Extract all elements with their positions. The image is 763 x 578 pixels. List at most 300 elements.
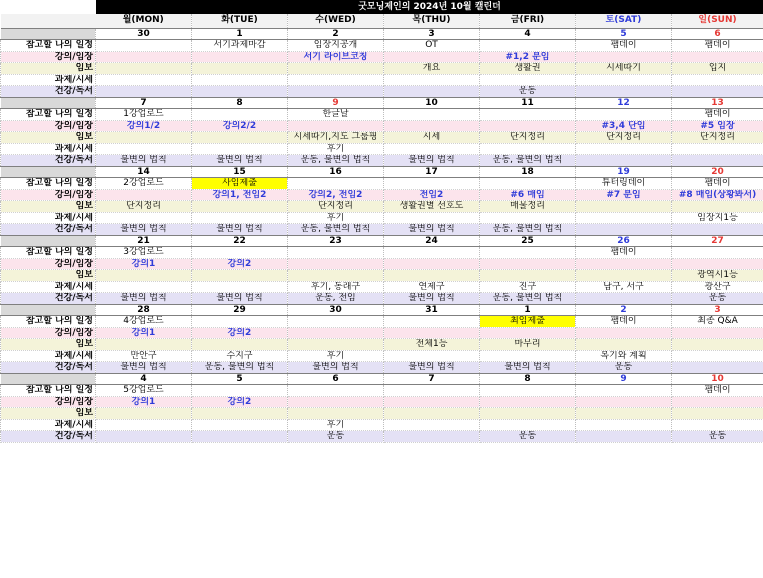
schedule-cell: 단지정리 — [96, 201, 192, 213]
schedule-row — [1, 86, 763, 98]
schedule-cell: 후기 — [288, 350, 384, 362]
schedule-cell — [576, 224, 672, 236]
schedule-row — [1, 281, 763, 293]
row-label: 참고할 나의 일정 — [1, 109, 96, 121]
schedule-row — [1, 350, 763, 362]
schedule-cell — [288, 86, 384, 98]
schedule-cell: 3강업로드 — [96, 247, 192, 259]
schedule-cell: 강의1 — [96, 396, 192, 408]
schedule-cell: #6 매임 — [480, 189, 576, 201]
schedule-cell: 서기과제마감 — [192, 40, 288, 52]
row-label: 과제/시세 — [1, 350, 96, 362]
week-date-label — [1, 304, 96, 316]
schedule-cell: 마무리 — [480, 339, 576, 351]
schedule-cell: #3,4 단임 — [576, 120, 672, 132]
schedule-cell: 한글날 — [288, 109, 384, 121]
date-cell: 3 — [672, 304, 763, 316]
schedule-cell: 임장지공개 — [288, 40, 384, 52]
row-label: 참고할 나의 일정 — [1, 178, 96, 190]
schedule-cell — [288, 270, 384, 282]
schedule-row — [1, 293, 763, 305]
schedule-row — [1, 258, 763, 270]
row-label: 강의/임장 — [1, 189, 96, 201]
row-label: 임보 — [1, 408, 96, 420]
schedule-cell — [288, 327, 384, 339]
week-date-row — [1, 235, 763, 247]
schedule-cell — [480, 385, 576, 397]
date-cell: 1 — [192, 28, 288, 40]
schedule-cell: 시세 — [384, 132, 480, 144]
schedule-row — [1, 316, 763, 328]
schedule-cell — [384, 350, 480, 362]
date-cell: 14 — [96, 166, 192, 178]
schedule-cell — [576, 270, 672, 282]
date-cell: 13 — [672, 97, 763, 109]
schedule-cell: 최종 Q&A — [672, 316, 763, 328]
schedule-cell — [384, 74, 480, 86]
weekday-header-wed: 수(WED) — [288, 14, 384, 28]
schedule-cell — [576, 293, 672, 305]
schedule-row — [1, 327, 763, 339]
schedule-cell: 생활권 — [480, 63, 576, 75]
schedule-cell — [672, 86, 763, 98]
date-cell: 4 — [96, 373, 192, 385]
schedule-cell — [192, 74, 288, 86]
date-cell: 2 — [288, 28, 384, 40]
schedule-cell — [672, 51, 763, 63]
schedule-cell: 운동 — [672, 293, 763, 305]
schedule-cell — [96, 431, 192, 443]
schedule-cell: 시세따기,지도 그룹핑 — [288, 132, 384, 144]
schedule-cell: 서기 라이브코칭 — [288, 51, 384, 63]
date-cell: 4 — [480, 28, 576, 40]
schedule-cell — [480, 270, 576, 282]
row-label: 임보 — [1, 132, 96, 144]
schedule-cell — [576, 51, 672, 63]
schedule-cell — [96, 270, 192, 282]
schedule-cell: #7 분임 — [576, 189, 672, 201]
schedule-cell — [96, 74, 192, 86]
date-cell: 2 — [576, 304, 672, 316]
schedule-cell — [192, 247, 288, 259]
schedule-cell — [480, 396, 576, 408]
schedule-cell — [96, 132, 192, 144]
schedule-cell — [384, 327, 480, 339]
date-cell: 27 — [672, 235, 763, 247]
schedule-cell: 단지정리 — [480, 132, 576, 144]
row-label: 임보 — [1, 63, 96, 75]
date-cell: 1 — [480, 304, 576, 316]
schedule-cell: 후기 — [288, 143, 384, 155]
schedule-cell — [96, 339, 192, 351]
weekday-header-sat: 토(SAT) — [576, 14, 672, 28]
schedule-cell: 불변의 법칙 — [192, 293, 288, 305]
date-cell: 6 — [288, 373, 384, 385]
date-cell: 9 — [576, 373, 672, 385]
row-label: 강의/임장 — [1, 51, 96, 63]
row-label: 건강/독서 — [1, 86, 96, 98]
schedule-cell: 복기와 계획 — [576, 350, 672, 362]
schedule-cell: 5강업로드 — [96, 385, 192, 397]
schedule-row — [1, 408, 763, 420]
schedule-cell — [576, 212, 672, 224]
schedule-cell — [480, 109, 576, 121]
schedule-cell: 시세따기 — [576, 63, 672, 75]
schedule-cell: 운동 — [576, 362, 672, 374]
date-cell: 7 — [96, 97, 192, 109]
schedule-cell — [480, 327, 576, 339]
schedule-cell: 진구 — [480, 281, 576, 293]
schedule-cell — [384, 212, 480, 224]
schedule-cell — [576, 143, 672, 155]
weekday-header-mon: 월(MON) — [96, 14, 192, 28]
date-cell: 17 — [384, 166, 480, 178]
schedule-cell: 강의2, 전임2 — [288, 189, 384, 201]
schedule-cell: 전임2 — [384, 189, 480, 201]
schedule-cell: 전체1등 — [384, 339, 480, 351]
schedule-cell: 운동 — [288, 431, 384, 443]
date-cell: 20 — [672, 166, 763, 178]
date-cell: 5 — [192, 373, 288, 385]
week-date-label — [1, 97, 96, 109]
schedule-cell — [480, 419, 576, 431]
schedule-cell: 단지정리 — [672, 132, 763, 144]
schedule-cell: 운동, 불변의 법칙 — [288, 155, 384, 167]
schedule-cell: 운동 — [480, 431, 576, 443]
schedule-cell — [480, 247, 576, 259]
schedule-cell — [384, 86, 480, 98]
schedule-cell — [192, 86, 288, 98]
row-label: 건강/독서 — [1, 155, 96, 167]
schedule-cell — [576, 201, 672, 213]
schedule-cell — [192, 51, 288, 63]
schedule-row — [1, 362, 763, 374]
calendar-body — [1, 0, 763, 442]
schedule-cell — [576, 258, 672, 270]
schedule-cell — [576, 109, 672, 121]
schedule-cell: 1강업로드 — [96, 109, 192, 121]
schedule-cell — [288, 258, 384, 270]
schedule-cell: 강의1/2 — [96, 120, 192, 132]
week-date-label — [1, 28, 96, 40]
schedule-cell: 2강업로드 — [96, 178, 192, 190]
schedule-cell: 강의1 — [96, 327, 192, 339]
date-cell: 21 — [96, 235, 192, 247]
schedule-cell — [384, 270, 480, 282]
schedule-cell — [192, 63, 288, 75]
schedule-cell — [480, 350, 576, 362]
schedule-row — [1, 385, 763, 397]
schedule-cell: 운동, 불변의 법칙 — [288, 224, 384, 236]
schedule-cell: 운동, 불변의 법칙 — [480, 293, 576, 305]
schedule-cell — [96, 143, 192, 155]
date-cell: 19 — [576, 166, 672, 178]
schedule-cell — [288, 396, 384, 408]
row-label: 건강/독서 — [1, 293, 96, 305]
week-date-label — [1, 235, 96, 247]
schedule-row — [1, 74, 763, 86]
schedule-cell — [192, 419, 288, 431]
schedule-cell: 단지정리 — [288, 201, 384, 213]
schedule-cell — [672, 419, 763, 431]
week-date-row — [1, 304, 763, 316]
schedule-cell: 불변의 법칙 — [480, 362, 576, 374]
schedule-cell: 팸데이 — [576, 247, 672, 259]
schedule-cell — [384, 178, 480, 190]
schedule-cell — [384, 316, 480, 328]
schedule-cell — [672, 247, 763, 259]
schedule-cell — [192, 201, 288, 213]
row-label: 강의/임장 — [1, 120, 96, 132]
schedule-cell: 팸데이 — [672, 109, 763, 121]
schedule-cell — [96, 40, 192, 52]
schedule-cell: 팸데이 — [672, 385, 763, 397]
date-cell: 18 — [480, 166, 576, 178]
schedule-cell — [576, 74, 672, 86]
schedule-cell: #8 매임(상황봐서) — [672, 189, 763, 201]
schedule-cell — [384, 408, 480, 420]
date-cell: 10 — [672, 373, 763, 385]
schedule-cell — [672, 327, 763, 339]
row-label: 참고할 나의 일정 — [1, 385, 96, 397]
schedule-cell — [96, 419, 192, 431]
row-label: 강의/임장 — [1, 396, 96, 408]
date-cell: 15 — [192, 166, 288, 178]
schedule-row — [1, 270, 763, 282]
date-cell: 31 — [384, 304, 480, 316]
row-label: 건강/독서 — [1, 224, 96, 236]
schedule-cell — [384, 143, 480, 155]
date-cell: 8 — [192, 97, 288, 109]
row-label: 참고할 나의 일정 — [1, 316, 96, 328]
schedule-cell: 강의2/2 — [192, 120, 288, 132]
schedule-cell: 개요 — [384, 63, 480, 75]
schedule-cell — [96, 408, 192, 420]
schedule-cell — [288, 178, 384, 190]
row-label: 건강/독서 — [1, 362, 96, 374]
row-label: 과제/시세 — [1, 143, 96, 155]
date-cell: 9 — [288, 97, 384, 109]
row-label: 과제/시세 — [1, 74, 96, 86]
schedule-cell: 불변의 법칙 — [96, 224, 192, 236]
schedule-cell: 광산구 — [672, 281, 763, 293]
schedule-cell — [480, 408, 576, 420]
date-cell: 22 — [192, 235, 288, 247]
schedule-cell: 남구, 서구 — [576, 281, 672, 293]
schedule-cell: 팸데이 — [672, 40, 763, 52]
schedule-cell: 운동, 불변의 법칙 — [192, 362, 288, 374]
schedule-cell: 운동, 불변의 법칙 — [480, 224, 576, 236]
schedule-cell — [288, 247, 384, 259]
week-date-label — [1, 166, 96, 178]
schedule-cell — [384, 396, 480, 408]
row-label: 과제/시세 — [1, 281, 96, 293]
schedule-cell — [288, 385, 384, 397]
schedule-cell — [192, 281, 288, 293]
schedule-cell — [672, 396, 763, 408]
schedule-cell: 사임제출 — [192, 178, 288, 190]
schedule-cell: 강의2 — [192, 396, 288, 408]
schedule-cell — [576, 431, 672, 443]
row-label: 임보 — [1, 201, 96, 213]
schedule-cell: 불변의 법칙 — [384, 155, 480, 167]
schedule-cell: 연제구 — [384, 281, 480, 293]
schedule-cell — [672, 143, 763, 155]
date-cell: 24 — [384, 235, 480, 247]
schedule-cell — [480, 120, 576, 132]
schedule-cell: 불변의 법칙 — [96, 362, 192, 374]
schedule-cell — [576, 86, 672, 98]
schedule-cell — [192, 385, 288, 397]
schedule-cell: 최임제출 — [480, 316, 576, 328]
schedule-cell — [480, 40, 576, 52]
schedule-cell — [96, 212, 192, 224]
schedule-row — [1, 224, 763, 236]
schedule-cell: 생활권별 선호도 — [384, 201, 480, 213]
schedule-cell — [192, 270, 288, 282]
schedule-cell: 강의1 — [96, 258, 192, 270]
schedule-cell: 불변의 법칙 — [384, 362, 480, 374]
schedule-cell — [288, 339, 384, 351]
date-cell: 30 — [288, 304, 384, 316]
schedule-cell — [384, 109, 480, 121]
schedule-cell: 강의1, 전임2 — [192, 189, 288, 201]
row-label: 임보 — [1, 339, 96, 351]
schedule-cell — [384, 247, 480, 259]
schedule-cell — [576, 396, 672, 408]
schedule-row — [1, 143, 763, 155]
schedule-cell — [192, 109, 288, 121]
schedule-cell — [480, 74, 576, 86]
schedule-cell — [192, 408, 288, 420]
schedule-cell: #5 임장 — [672, 120, 763, 132]
schedule-cell — [672, 339, 763, 351]
schedule-cell — [192, 316, 288, 328]
schedule-cell: 광역시1등 — [672, 270, 763, 282]
schedule-cell: 매물정리 — [480, 201, 576, 213]
schedule-row — [1, 247, 763, 259]
schedule-cell — [288, 408, 384, 420]
schedule-cell: 운동, 전임 — [288, 293, 384, 305]
schedule-cell — [672, 362, 763, 374]
schedule-cell: 만안구 — [96, 350, 192, 362]
row-label: 과제/시세 — [1, 419, 96, 431]
schedule-cell — [672, 350, 763, 362]
schedule-cell: 강의2 — [192, 258, 288, 270]
week-date-row — [1, 97, 763, 109]
date-cell: 8 — [480, 373, 576, 385]
schedule-cell — [384, 120, 480, 132]
date-cell: 26 — [576, 235, 672, 247]
date-cell: 5 — [576, 28, 672, 40]
date-cell: 25 — [480, 235, 576, 247]
schedule-row — [1, 396, 763, 408]
schedule-cell — [192, 143, 288, 155]
schedule-row — [1, 51, 763, 63]
schedule-cell — [672, 155, 763, 167]
schedule-cell: OT — [384, 40, 480, 52]
schedule-cell: 입지 — [672, 63, 763, 75]
schedule-cell — [480, 178, 576, 190]
week-date-label — [1, 373, 96, 385]
date-cell: 28 — [96, 304, 192, 316]
schedule-row — [1, 63, 763, 75]
row-label: 과제/시세 — [1, 212, 96, 224]
schedule-row — [1, 201, 763, 213]
schedule-cell: 강의2 — [192, 327, 288, 339]
schedule-cell: 운동 — [480, 86, 576, 98]
schedule-cell — [672, 224, 763, 236]
schedule-cell: 팸데이 — [576, 316, 672, 328]
week-date-row — [1, 28, 763, 40]
schedule-cell — [480, 143, 576, 155]
schedule-row — [1, 431, 763, 443]
schedule-cell: 4강업로드 — [96, 316, 192, 328]
week-date-row — [1, 166, 763, 178]
schedule-cell: 튜터링데이 — [576, 178, 672, 190]
schedule-cell: 불변의 법칙 — [384, 293, 480, 305]
schedule-cell — [672, 258, 763, 270]
schedule-cell: 수지구 — [192, 350, 288, 362]
weekday-header-row — [1, 14, 763, 28]
schedule-cell — [288, 316, 384, 328]
schedule-cell — [384, 258, 480, 270]
schedule-cell — [576, 327, 672, 339]
schedule-cell — [192, 431, 288, 443]
schedule-cell — [576, 408, 672, 420]
date-cell: 10 — [384, 97, 480, 109]
schedule-cell: 운동, 불변의 법칙 — [480, 155, 576, 167]
schedule-cell: 임장지1등 — [672, 212, 763, 224]
schedule-cell — [384, 419, 480, 431]
schedule-cell — [96, 51, 192, 63]
schedule-cell — [480, 258, 576, 270]
row-label: 임보 — [1, 270, 96, 282]
date-cell: 6 — [672, 28, 763, 40]
schedule-cell — [288, 63, 384, 75]
schedule-row — [1, 155, 763, 167]
calendar-title: 굿모닝제인의 2024년 10월 캘린더 — [96, 0, 763, 14]
weekday-header-tue: 화(TUE) — [192, 14, 288, 28]
week-date-row — [1, 373, 763, 385]
row-label: 참고할 나의 일정 — [1, 40, 96, 52]
weekday-header-thu: 목(THU) — [384, 14, 480, 28]
weekday-header-fri: 금(FRI) — [480, 14, 576, 28]
schedule-cell — [384, 431, 480, 443]
schedule-cell — [96, 86, 192, 98]
row-label: 강의/임장 — [1, 258, 96, 270]
row-label: 건강/독서 — [1, 431, 96, 443]
row-label: 강의/임장 — [1, 327, 96, 339]
schedule-row — [1, 132, 763, 144]
title-row — [1, 0, 763, 14]
schedule-cell — [672, 74, 763, 86]
schedule-cell — [384, 385, 480, 397]
date-cell: 11 — [480, 97, 576, 109]
schedule-cell: 단지정리 — [576, 132, 672, 144]
schedule-cell: 후기 — [288, 419, 384, 431]
schedule-row — [1, 419, 763, 431]
schedule-row — [1, 212, 763, 224]
schedule-cell — [192, 132, 288, 144]
schedule-cell: 불변의 법칙 — [96, 293, 192, 305]
schedule-cell — [288, 120, 384, 132]
schedule-cell: 불변의 법칙 — [192, 224, 288, 236]
schedule-cell: 불변의 법칙 — [192, 155, 288, 167]
schedule-cell: 불변의 법칙 — [288, 362, 384, 374]
date-cell: 12 — [576, 97, 672, 109]
schedule-cell: 후기, 동래구 — [288, 281, 384, 293]
